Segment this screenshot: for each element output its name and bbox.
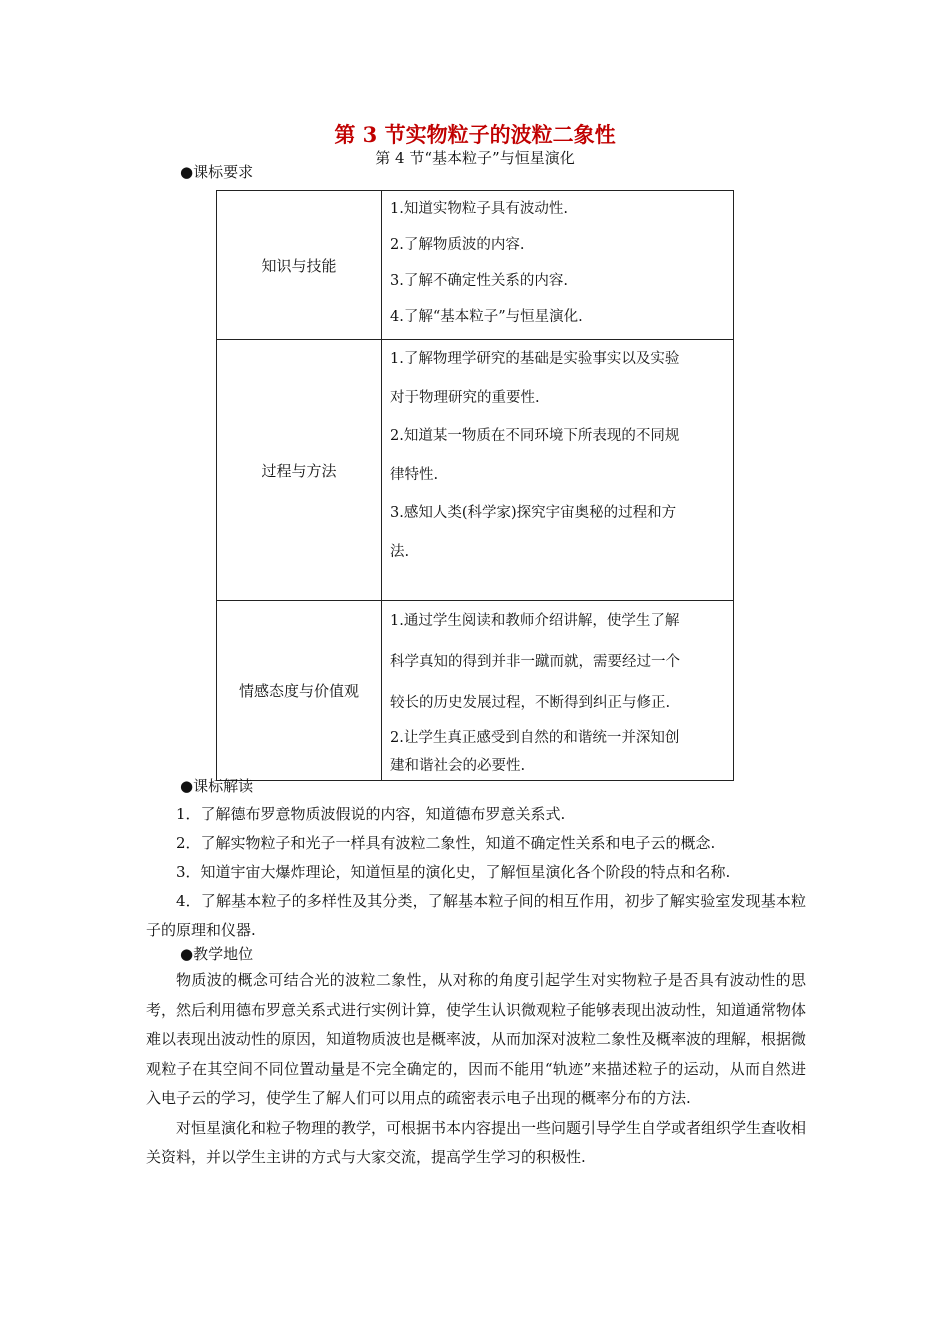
list-item: 4.了解“基本粒子”与恒星演化. — [390, 309, 583, 325]
list-item: 2.让学生真正感受到自然的和谐统一并深知创 — [390, 730, 680, 746]
items-cell — [382, 340, 734, 601]
list-item: 3．知道宇宙大爆炸理论，知道恒星的演化史，了解恒星演化各个阶段的特点和名称. — [176, 863, 731, 881]
list-item: 2.了解物质波的内容. — [390, 237, 525, 253]
list-item: 较长的历史发展过程，不断得到纠正与修正. — [390, 695, 671, 711]
items-cell — [382, 601, 734, 781]
interpretation-list — [146, 800, 806, 945]
category-cell: 情感态度与价值观 — [217, 601, 382, 781]
status-body — [146, 966, 806, 1173]
items-cell — [382, 191, 734, 340]
list-item: 2．了解实物粒子和光子一样具有波粒二象性，知道不确定性关系和电子云的概念. — [176, 834, 716, 852]
list-item: 1．了解德布罗意物质波假说的内容，知道德布罗意关系式. — [176, 805, 566, 823]
list-item: 3.感知人类(科学家)探究宇宙奥秘的过程和方 — [390, 505, 677, 521]
section-heading-status: ●教学地位 — [180, 945, 254, 963]
list-item: 1.知道实物粒子具有波动性. — [390, 201, 568, 217]
category-cell: 过程与方法 — [217, 340, 382, 601]
list-item: 1.了解物理学研究的基础是实验事实以及实验 — [390, 351, 680, 367]
requirements-table — [216, 190, 734, 781]
section-heading-requirements: ●课标要求 — [180, 163, 254, 181]
list-item: 1.通过学生阅读和教师介绍讲解，使学生了解 — [390, 613, 680, 629]
list-item: 3.了解不确定性关系的内容. — [390, 273, 568, 289]
list-item: 律特性. — [390, 466, 439, 483]
document-subtitle: 第 4 节“基本粒子”与恒星演化 — [375, 149, 575, 167]
table-row — [217, 191, 734, 340]
table-row — [217, 340, 734, 601]
list-item: 对于物理研究的重要性. — [390, 389, 540, 406]
list-item: 2.知道某一物质在不同环境下所表现的不同规 — [390, 428, 680, 444]
section-heading-interpretation: ●课标解读 — [180, 777, 254, 795]
paragraph: 物质波的概念可结合光的波粒二象性，从对称的角度引起学生对实物粒子是否具有波动性的思考，然后利用德布罗意关系式进行实例计算，使学生认识微观粒子能够表现出波动性，知道通常物体难以表现出波动性的原因，知道物质波也是概率波，从而加深对波粒二象性及概率波的理解，根据微观粒子在其空间不同位置动量是不完全确定的，因而不能用“轨迹”来描述粒子的运动，从而自然进入电子云的学习，使学生了解人们可以用点的疏密表示电子出现的概率分布的方法. — [146, 971, 807, 1107]
category-cell: 知识与技能 — [217, 191, 382, 340]
paragraph: 对恒星演化和粒子物理的教学，可根据书本内容提出一些问题引导学生自学或者组织学生查收相关资料，并以学生主讲的方式与大家交流，提高学生学习的积极性. — [146, 1118, 807, 1166]
list-item: 建和谐社会的必要性. — [390, 758, 526, 774]
document-title: 第 3 节实物粒子的波粒二象性 — [334, 122, 616, 147]
list-item: 科学真知的得到并非一蹴而就，需要经过一个 — [390, 654, 680, 670]
list-item: 法. — [390, 543, 410, 560]
table-row — [217, 601, 734, 781]
list-item: 4．了解基本粒子的多样性及其分类，了解基本粒子间的相互作用，初步了解实验室发现基本粒子的原理和仪器. — [146, 892, 806, 939]
